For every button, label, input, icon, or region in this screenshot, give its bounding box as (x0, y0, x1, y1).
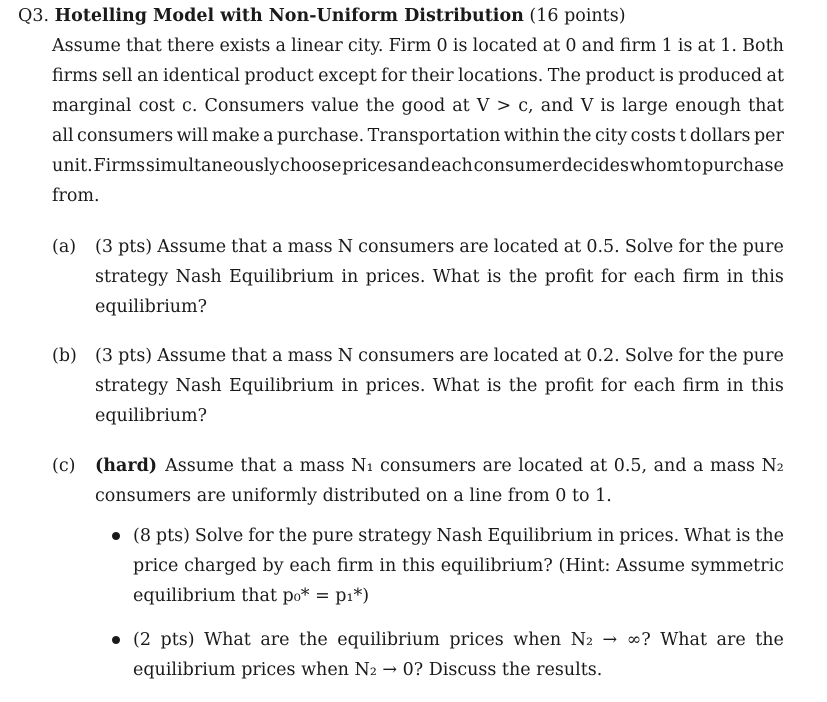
question-heading (18, 4, 626, 28)
part-c-label: (c) (52, 456, 76, 476)
bullet1-line: price charged by each firm in this equilibrium? (Hint: Assume symmetric (133, 556, 784, 576)
part-a-line: (3 pts) Assume that a mass N consumers are located at 0.5. Solve for the pure (95, 237, 784, 257)
question-number: Q3. (18, 6, 50, 26)
intro-line: firms sell an identical product except for their locations. The product is produced at (52, 66, 784, 86)
hard-tag: (hard) (95, 456, 158, 476)
bullet-marker (112, 532, 120, 540)
part-a-label: (a) (52, 237, 77, 257)
part-c-line: consumers are uniformly distributed on a line from 0 to 1. (95, 486, 612, 506)
bullet1-line: equilibrium that p₀* = p₁*) (133, 586, 370, 606)
question-points: (16 points) (529, 6, 626, 26)
intro-line: unit. Firms simultaneously choose prices and each consumer decides whom to purchase (52, 156, 784, 176)
part-a-line: equilibrium? (95, 297, 208, 317)
part-c-line (95, 454, 784, 478)
intro-line: Assume that there exists a linear city. Firm 0 is located at 0 and firm 1 is at 1. Both (52, 36, 784, 56)
bullet2-line: equilibrium prices when N₂ → 0? Discuss the results. (133, 660, 603, 680)
intro-line: marginal cost c. Consumers value the good at V > c, and V is large enough that (52, 96, 784, 116)
part-b-label: (b) (52, 346, 77, 366)
part-a-line: strategy Nash Equilibrium in prices. What is the profit for each firm in this (95, 267, 784, 287)
part-b-line: strategy Nash Equilibrium in prices. What is the profit for each firm in this (95, 376, 784, 396)
question-title: Hotelling Model with Non-Uniform Distribution (54, 6, 524, 26)
intro-line: all consumers will make a purchase. Transportation within the city costs t dollars per (52, 126, 784, 146)
bullet1-line: (8 pts) Solve for the pure strategy Nash Equilibrium in prices. What is the (133, 526, 784, 546)
intro-line: from. (52, 186, 100, 206)
part-b-line: (3 pts) Assume that a mass N consumers are located at 0.2. Solve for the pure (95, 346, 784, 366)
bullet-marker (112, 636, 120, 644)
part-c-text: Assume that a mass N₁ consumers are located at 0.5, and a mass N₂ (165, 456, 784, 476)
bullet2-line: (2 pts) What are the equilibrium prices when N₂ → ∞? What are the (133, 630, 784, 650)
part-b-line: equilibrium? (95, 406, 208, 426)
